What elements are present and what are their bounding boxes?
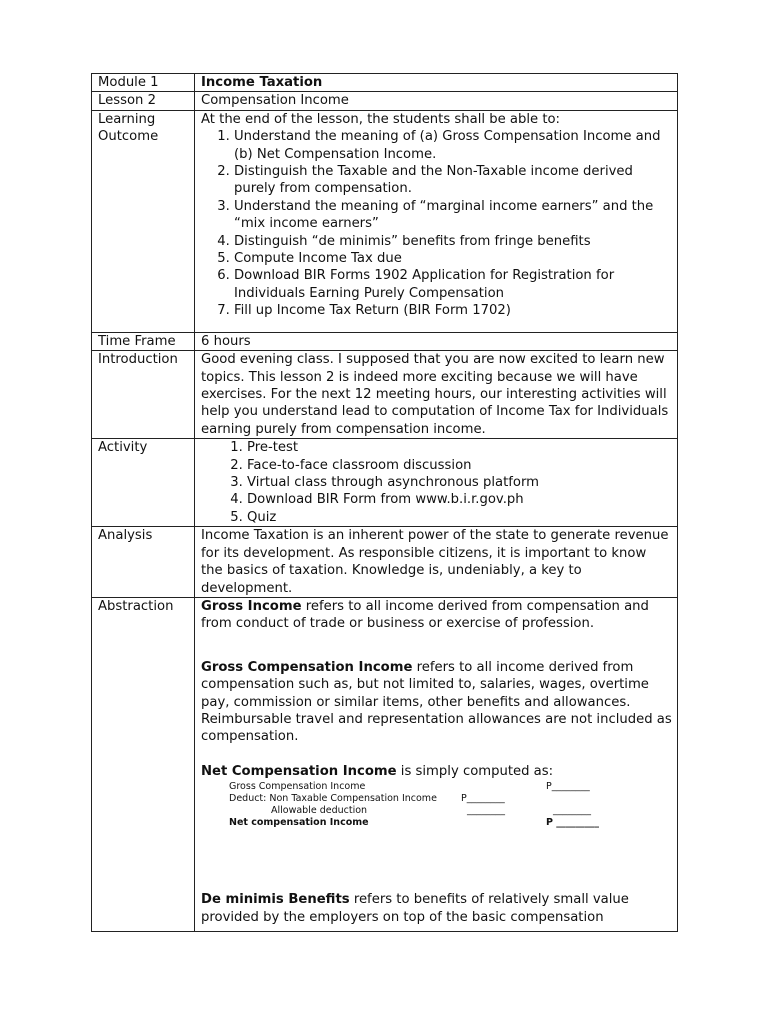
list-item: 7. Fill up Income Tax Return (BIR Form 1702) [234, 302, 672, 319]
list-item: 1. Understand the meaning of (a) Gross Compensation Income and (b) Net Compensation Income. [234, 128, 672, 163]
computation-row [201, 781, 672, 793]
computation-label: Gross Compensation Income [229, 781, 366, 793]
computation-row [201, 805, 672, 817]
computation-value: ________ [553, 805, 591, 817]
list-item: 4. Download BIR Form from www.b.i.r.gov.ph [247, 491, 672, 508]
gross-compensation-definition: refers to all income derived from compensation such as, but not limited to, salaries, wages, overtime pay, commission or similar items, other benefits and allowances. Reimbursable travel and representation allowances are not included as compensation. [201, 659, 672, 745]
de-minimis-term: De minimis Benefits [201, 892, 350, 908]
analysis-text: Income Taxation is an inherent power of the state to generate revenue for its development. As responsible citizens, it is important to know the basics of taxation. Knowledge is, undeniably, a key to development. [195, 527, 678, 598]
list-item: 2. Face-to-face classroom discussion [247, 457, 672, 474]
learning-outcome-list [201, 128, 672, 319]
introduction-row [92, 351, 678, 439]
learning-outcome-row [92, 110, 678, 332]
abstraction-label: Abstraction [92, 597, 195, 931]
gross-income-term: Gross Income [201, 598, 302, 614]
lesson-label: Lesson 2 [92, 92, 195, 110]
introduction-label: Introduction [92, 351, 195, 439]
list-item: 5. Compute Income Tax due [234, 250, 672, 267]
module-value: Income Taxation [195, 74, 678, 92]
time-frame-value: 6 hours [195, 332, 678, 350]
lesson-plan-table [91, 73, 678, 932]
computation-value: P________ [461, 793, 505, 805]
abstraction-row [92, 597, 678, 931]
computation-value: P________ [546, 781, 590, 793]
gross-income-paragraph [201, 598, 672, 633]
module-row [92, 74, 678, 92]
lesson-value: Compensation Income [195, 92, 678, 110]
activity-row [92, 439, 678, 527]
activity-list [201, 439, 672, 526]
gross-compensation-term: Gross Compensation Income [201, 659, 413, 675]
activity-cell [195, 439, 678, 527]
computation-label: Net compensation Income [229, 817, 369, 829]
learning-outcome-intro: At the end of the lesson, the students shall be able to: [201, 111, 561, 127]
de-minimis-definition: refers to benefits of relatively small value provided by the employers on top of the basic compensation [201, 892, 629, 925]
list-item: 2. Distinguish the Taxable and the Non-Taxable income derived purely from compensation. [234, 163, 672, 198]
net-compensation-computation [201, 781, 672, 829]
module-label: Module 1 [92, 74, 195, 92]
computation-row [201, 817, 672, 829]
time-frame-row [92, 332, 678, 350]
list-item: 3. Understand the meaning of “marginal income earners” and the “mix income earners” [234, 198, 672, 233]
analysis-row [92, 527, 678, 598]
net-compensation-definition: is simply computed as: [396, 763, 554, 779]
list-item: 1. Pre-test [247, 439, 672, 456]
list-item: 3. Virtual class through asynchronous platform [247, 474, 672, 491]
list-item: 5. Quiz [247, 509, 672, 526]
computation-label: Deduct: Non Taxable Compensation Income [229, 793, 437, 805]
time-frame-label: Time Frame [92, 332, 195, 350]
net-compensation-term: Net Compensation Income [201, 763, 397, 779]
computation-label: Allowable deduction [271, 805, 368, 817]
computation-value: ________ [467, 805, 505, 817]
list-item: 6. Download BIR Forms 1902 Application for Registration for Individuals Earning Purely Compensation [234, 267, 672, 302]
de-minimis-paragraph [201, 891, 672, 926]
computation-row [201, 793, 672, 805]
learning-outcome-cell [195, 110, 678, 332]
list-item: 4. Distinguish “de minimis” benefits from fringe benefits [234, 233, 672, 250]
introduction-text: Good evening class. I supposed that you are now excited to learn new topics. This lesson 2 is indeed more exciting because we will have exercises. For the next 12 meeting hours, our interesting activities will help you understand lead to computation of Income Tax for Individuals earning purely from compensation income. [195, 351, 678, 439]
lesson-row [92, 92, 678, 110]
analysis-label: Analysis [92, 527, 195, 598]
learning-outcome-label: Learning Outcome [92, 110, 195, 332]
computation-value: P _________ [546, 817, 600, 829]
net-compensation-paragraph [201, 763, 672, 780]
abstraction-cell [195, 597, 678, 931]
gross-income-definition: refers to all income derived from compensation and from conduct of trade or business or exercise of profession. [201, 598, 649, 632]
activity-label: Activity [92, 439, 195, 527]
gross-compensation-paragraph [201, 659, 672, 746]
